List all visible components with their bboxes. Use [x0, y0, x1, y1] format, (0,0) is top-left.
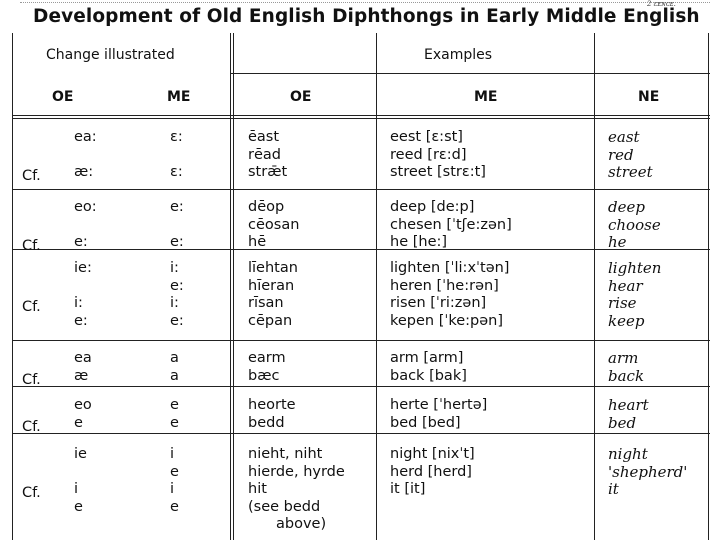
row-2-oe-2: cēosan — [248, 216, 300, 233]
row-6-me-2: herd [herd] — [390, 463, 472, 480]
diphthong-table — [12, 33, 710, 540]
row-6-cf-3: Cf. — [22, 485, 41, 501]
row-6-oe-change-3: i — [74, 481, 79, 497]
row-divider-2 — [12, 249, 710, 250]
row-5-me-1: herte [ˈhertə] — [390, 397, 488, 413]
row-2-oe-1: dēop — [248, 199, 285, 215]
row-6-ne-1: night — [608, 445, 648, 463]
row-3-oe-change-1: ie: — [74, 260, 92, 276]
column-divider-oe-me — [376, 33, 377, 540]
column-divider-change-examples — [230, 33, 234, 540]
row-4-oe-change-1: ea — [74, 350, 92, 366]
row-6-me-change-1: i — [170, 446, 175, 462]
row-5-oe-1: heorte — [248, 397, 296, 413]
row-divider-5 — [12, 433, 710, 434]
row-6-oe-change-4: e — [74, 498, 83, 515]
row-2-oe-3: hē — [248, 234, 267, 250]
row-3-me-change-3: i: — [170, 295, 179, 311]
row-5-oe-change-2: e — [74, 414, 83, 431]
page-stamp: 2 ɛᴇɴᴄᴇ. — [647, 0, 676, 8]
row-divider-1 — [12, 189, 710, 190]
row-4-ne-2: back — [608, 366, 645, 385]
row-divider-4 — [12, 386, 710, 387]
row-3-me-2: heren [ˈhe:rən] — [390, 277, 499, 294]
row-3-oe-2: hīeran — [248, 277, 295, 294]
row-1-me-change-3: ɛ: — [170, 164, 183, 180]
row-1-oe-2: rēad — [248, 146, 281, 163]
row-4-me-change-2: a — [170, 367, 179, 384]
top-border — [20, 2, 710, 4]
row-6-me-change-4: e — [170, 498, 179, 515]
row-6-me-1: night [nixˈt] — [390, 446, 475, 462]
table-left-border — [12, 33, 13, 540]
row-4-oe-2: bæc — [248, 367, 280, 384]
row-4-oe-1: earm — [248, 350, 286, 366]
row-1-me-1: eest [ɛ:st] — [390, 129, 463, 145]
row-6-oe-4: (see bedd — [248, 498, 321, 515]
row-5-ne-1: heart — [608, 396, 649, 414]
row-1-me-3: street [strɛ:t] — [390, 164, 486, 180]
row-4-oe-change-2: æ — [74, 367, 89, 384]
row-3-ne-2: hear — [608, 276, 643, 295]
row-1-me-2: reed [rɛ:d] — [390, 146, 467, 163]
row-2-me-2: chesen [ˈtʃe:zən] — [390, 216, 512, 233]
row-1-oe-3: strǣt — [248, 164, 288, 180]
row-3-oe-1: līehtan — [248, 260, 298, 276]
row-5-ne-2: bed — [608, 413, 637, 432]
row-1-oe-1: ēast — [248, 129, 280, 145]
row-3-cf-3: Cf. — [22, 299, 41, 315]
row-1-oe-change-3: æ: — [74, 164, 94, 180]
row-4-ne-1: arm — [608, 349, 639, 367]
row-6-me-change-2: e — [170, 463, 179, 480]
row-1-me-change-1: ɛ: — [170, 129, 183, 145]
row-2-ne-1: deep — [608, 198, 645, 216]
row-2-oe-change-3: e: — [74, 234, 88, 250]
row-3-oe-change-4: e: — [74, 312, 88, 329]
row-3-oe-change-3: i: — [74, 295, 83, 311]
row-3-oe-4: cēpan — [248, 312, 293, 329]
row-4-me-1: arm [arm] — [390, 350, 464, 366]
row-2-me-1: deep [de:p] — [390, 199, 475, 215]
header-change-illustrated: Change illustrated — [46, 47, 175, 63]
row-3-me-change-4: e: — [170, 312, 184, 329]
row-1-cf-3: Cf. — [22, 168, 41, 184]
examples-header-rule — [230, 73, 710, 74]
row-6-me-change-3: i — [170, 481, 175, 497]
row-3-ne-3: rise — [608, 294, 637, 312]
page-title: Development of Old English Diphthongs in Early Middle English — [33, 6, 700, 27]
row-5-oe-2: bedd — [248, 414, 285, 431]
row-divider-3 — [12, 340, 710, 341]
row-5-oe-change-1: eo — [74, 397, 92, 413]
column-divider-me-ne — [594, 33, 595, 540]
row-3-me-3: risen [ˈri:zən] — [390, 295, 487, 311]
row-6-oe-2: hierde, hyrde — [248, 463, 345, 480]
row-6-oe-5: above) — [276, 516, 327, 532]
row-6-oe-1: nieht, niht — [248, 446, 323, 462]
row-6-oe-3: hit — [248, 481, 267, 497]
row-3-ne-4: keep — [608, 311, 645, 330]
row-2-me-change-1: e: — [170, 199, 184, 215]
row-6-oe-change-1: ie — [74, 446, 87, 462]
row-5-me-change-2: e — [170, 414, 179, 431]
row-2-cf-3: Cf. — [22, 238, 41, 254]
row-2-me-change-3: e: — [170, 234, 184, 250]
row-5-cf-2: Cf. — [22, 418, 41, 435]
row-1-oe-change-1: ea: — [74, 129, 97, 145]
row-2-oe-change-1: eo: — [74, 199, 97, 215]
row-3-oe-3: rīsan — [248, 295, 284, 311]
row-3-ne-1: lighten — [608, 259, 662, 277]
row-2-ne-3: he — [608, 233, 627, 251]
row-5-me-change-1: e — [170, 397, 179, 413]
header-oe-change: OE — [52, 89, 74, 105]
row-2-me-3: he [he:] — [390, 234, 448, 250]
row-1-ne-2: red — [608, 145, 634, 164]
header-ne: NE — [638, 89, 660, 105]
header-oe: OE — [290, 89, 312, 105]
row-3-me-change-2: e: — [170, 277, 184, 294]
row-5-me-2: bed [bed] — [390, 414, 461, 431]
row-1-ne-3: street — [608, 163, 653, 181]
row-1-ne-1: east — [608, 128, 640, 146]
row-3-me-1: lighten [ˈli:xˈtən] — [390, 260, 510, 276]
row-4-me-change-1: a — [170, 350, 179, 366]
row-3-me-change-1: i: — [170, 260, 179, 276]
header-rule — [12, 115, 710, 119]
row-6-ne-2: 'shepherd' — [608, 462, 688, 481]
row-6-ne-3: it — [608, 480, 619, 498]
row-3-me-4: kepen [ˈke:pən] — [390, 312, 504, 329]
table-right-border — [708, 33, 709, 540]
header-me: ME — [474, 89, 498, 105]
row-4-me-2: back [bak] — [390, 367, 467, 384]
row-2-ne-2: choose — [608, 215, 661, 234]
header-examples: Examples — [424, 47, 493, 63]
row-4-cf-2: Cf. — [22, 371, 41, 388]
header-me-change: ME — [167, 89, 191, 105]
row-6-me-3: it [it] — [390, 481, 426, 497]
